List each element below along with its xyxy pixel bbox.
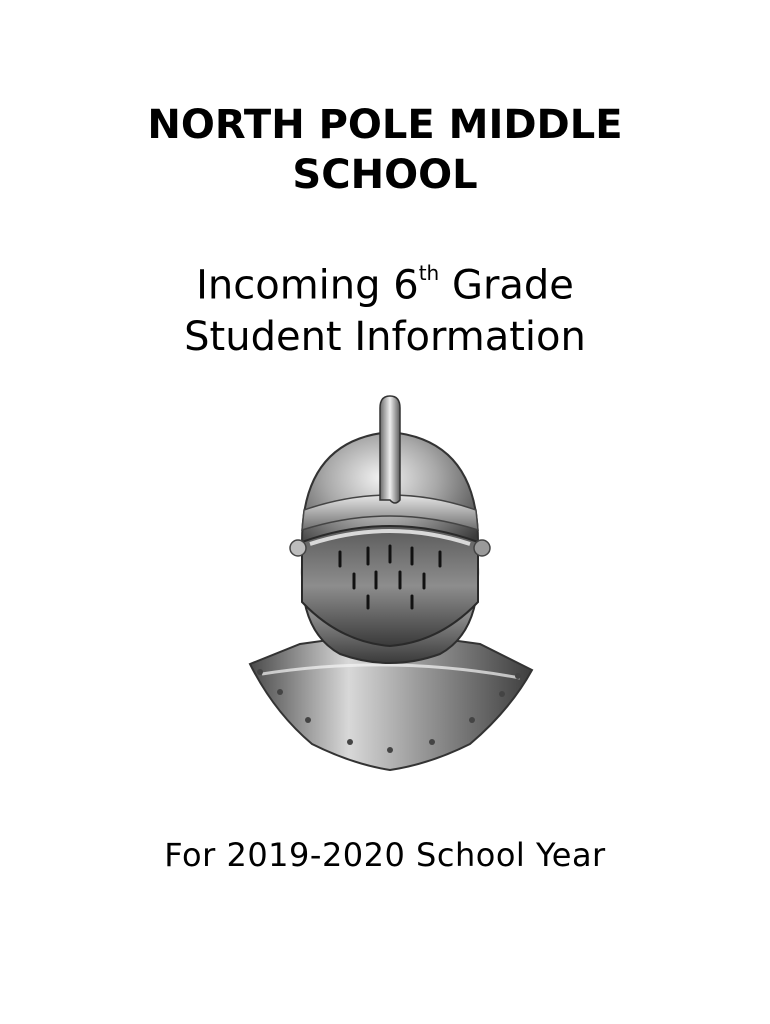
subtitle-grade-prefix: Incoming 6: [196, 262, 419, 309]
school-name-line-1: NORTH POLE MIDDLE: [147, 102, 623, 148]
subtitle-grade-suffix: Grade: [439, 262, 574, 309]
subtitle-line-2: Student Information: [184, 314, 586, 361]
school-name-line-2: SCHOOL: [292, 152, 478, 198]
school-year-text: For 2019-2020 School Year: [164, 836, 606, 874]
knight-helmet-icon: [240, 392, 540, 772]
subtitle-ordinal-suffix: th: [418, 261, 440, 285]
subtitle-line-1: [0, 251, 770, 311]
document-subtitle: [0, 251, 770, 363]
school-name-heading: [0, 100, 770, 200]
